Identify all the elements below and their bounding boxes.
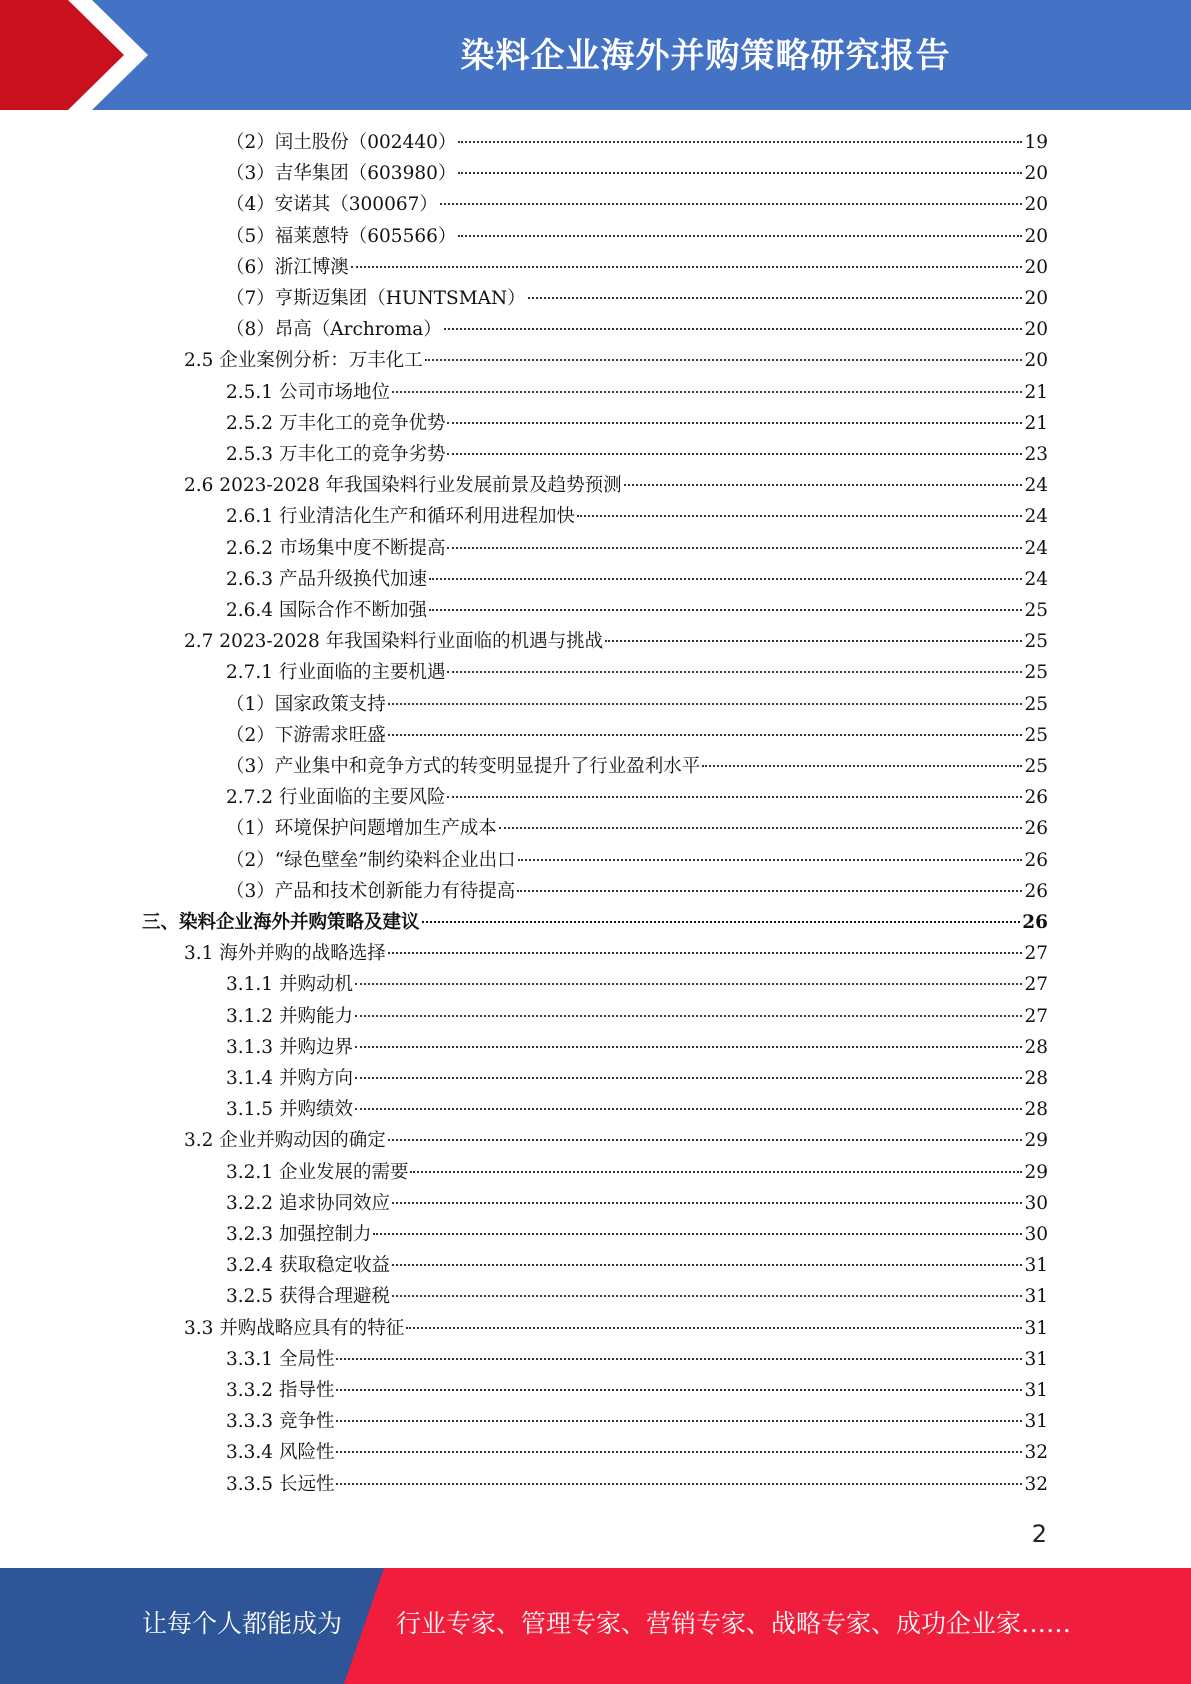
toc-leader-dots <box>351 265 1023 268</box>
toc-entry-page: 25 <box>1024 756 1048 777</box>
toc-entry-title: 2.7.2 行业面临的主要风险 <box>226 787 446 809</box>
toc-entry[interactable] <box>226 1281 1048 1312</box>
toc-leader-dots <box>499 826 1023 829</box>
toc-entry[interactable] <box>226 1094 1048 1125</box>
toc-entry[interactable] <box>226 127 1048 158</box>
toc-entry-title: （2）“绿色壁垒”制约染料企业出口 <box>226 849 516 871</box>
toc-entry-page: 20 <box>1024 225 1048 247</box>
toc-entry-title: 3.3 并购战略应具有的特征 <box>184 1317 405 1339</box>
toc-leader-dots <box>517 889 1022 892</box>
toc-entry-page: 23 <box>1024 444 1048 465</box>
toc-leader-dots <box>440 202 1023 205</box>
toc-entry-title: 3.1.4 并购方向 <box>226 1068 353 1089</box>
toc-entry-title: 3.3.5 长远性 <box>226 1473 335 1495</box>
toc-leader-dots <box>355 1076 1023 1079</box>
toc-entry[interactable] <box>226 501 1048 532</box>
toc-entry-title: 2.6.4 国际合作不断加强 <box>226 600 427 621</box>
toc-entry-title: 3.1.1 并购动机 <box>226 974 353 996</box>
toc-entry-page: 31 <box>1024 1255 1048 1277</box>
footer-slogan-left: 让每个人都能成为 <box>142 1609 343 1638</box>
toc-entry-page: 30 <box>1024 1192 1048 1214</box>
toc-entry-title: （6）浙江博澳 <box>226 256 349 278</box>
toc-entry-page: 26 <box>1024 849 1048 871</box>
toc-leader-dots <box>458 234 1022 237</box>
toc-entry[interactable] <box>226 1219 1048 1250</box>
toc-leader-dots <box>355 1045 1023 1048</box>
toc-entry[interactable] <box>226 221 1048 252</box>
toc-entry[interactable] <box>226 408 1048 439</box>
toc-entry[interactable] <box>184 1125 1048 1156</box>
toc-leader-dots <box>447 452 1022 455</box>
toc-leader-dots <box>392 1201 1022 1204</box>
toc-entry-page: 24 <box>1024 506 1048 528</box>
toc-entry-page: 25 <box>1024 631 1048 653</box>
toc-leader-dots <box>406 1326 1022 1329</box>
toc-leader-dots <box>429 577 1022 580</box>
toc-entry-page: 20 <box>1024 350 1048 372</box>
toc-entry-title: 3.2.2 追求协同效应 <box>226 1192 390 1214</box>
toc-entry-title: （3）产业集中和竞争方式的转变明显提升了行业盈利水平 <box>226 756 701 777</box>
toc-leader-dots <box>458 140 1022 143</box>
page-number: 2 <box>1031 1520 1047 1548</box>
toc-entry-page: 25 <box>1024 600 1048 621</box>
toc-leader-dots <box>444 327 1023 330</box>
toc-entry-page: 27 <box>1024 974 1048 996</box>
toc-entry[interactable] <box>226 1001 1048 1032</box>
page-header <box>0 0 1191 110</box>
toc-leader-dots <box>336 1482 1022 1485</box>
toc-entry[interactable] <box>226 845 1048 876</box>
toc-entry[interactable] <box>184 345 1048 376</box>
toc-entry[interactable] <box>226 689 1048 720</box>
toc-entry-title: 3.2.5 获得合理避税 <box>226 1286 390 1308</box>
toc-entry-page: 31 <box>1024 1380 1048 1401</box>
toc-entry-page: 21 <box>1024 381 1048 403</box>
toc-entry-page: 24 <box>1024 475 1048 497</box>
toc-entry[interactable] <box>226 377 1048 408</box>
toc-entry-page: 19 <box>1024 132 1048 153</box>
toc-entry-page: 31 <box>1024 1317 1048 1339</box>
toc-entry-title: （4）安诺其（300067） <box>226 194 438 216</box>
toc-entry-page: 27 <box>1024 1005 1048 1027</box>
toc-leader-dots <box>388 1138 1023 1141</box>
toc-entry-title: （3）产品和技术创新能力有待提高 <box>226 880 516 902</box>
page-footer <box>0 1568 1191 1684</box>
toc-entry-page: 25 <box>1024 724 1048 746</box>
toc-entry-page: 20 <box>1024 256 1048 278</box>
footer-slogan-right: 行业专家、管理专家、营销专家、战略专家、成功企业家…… <box>396 1609 1072 1638</box>
toc-entry[interactable] <box>184 470 1048 501</box>
toc-entry-page: 31 <box>1024 1286 1048 1308</box>
toc-entry[interactable] <box>226 283 1048 314</box>
toc-entry[interactable] <box>226 720 1048 751</box>
toc-entry-title: 2.5 企业案例分析：万丰化工 <box>184 350 423 372</box>
toc-entry-page: 32 <box>1024 1442 1048 1464</box>
toc-leader-dots <box>577 514 1022 517</box>
toc-entry-title: 三、染料企业海外并购策略及建议 <box>142 912 420 933</box>
toc-entry-title: 2.5.2 万丰化工的竞争优势 <box>226 412 446 434</box>
toc-entry[interactable] <box>226 1344 1048 1375</box>
toc-entry-title: 3.3.2 指导性 <box>226 1380 335 1401</box>
toc-entry-page: 26 <box>1024 818 1048 840</box>
toc-entry-page: 28 <box>1024 1036 1048 1058</box>
toc-entry-title: （8）昂高（Archroma） <box>226 319 442 341</box>
toc-entry-title: （1）环境保护问题增加生产成本 <box>226 818 497 840</box>
toc-entry-page: 28 <box>1024 1068 1048 1089</box>
toc-entry[interactable] <box>226 595 1048 626</box>
toc-leader-dots <box>605 639 1022 642</box>
toc-entry-page: 31 <box>1024 1411 1048 1433</box>
toc-leader-dots <box>388 733 1023 736</box>
toc-entry-page: 26 <box>1022 912 1048 933</box>
toc-entry-title: 2.7.1 行业面临的主要机遇 <box>226 662 446 684</box>
toc-entry[interactable] <box>226 969 1048 1000</box>
toc-entry-title: （3）吉华集团（603980） <box>226 163 457 185</box>
toc-entry-page: 20 <box>1024 194 1048 216</box>
toc-leader-dots <box>392 1263 1022 1266</box>
toc-leader-dots <box>410 1170 1022 1173</box>
toc-entry[interactable] <box>226 1406 1048 1437</box>
toc-leader-dots <box>624 483 1023 486</box>
toc-leader-dots <box>392 390 1022 393</box>
toc-entry[interactable] <box>226 439 1048 470</box>
toc-entry-title: 3.3.1 全局性 <box>226 1348 335 1370</box>
toc-entry-title: 3.1.3 并购边界 <box>226 1036 353 1058</box>
toc-entry[interactable] <box>226 813 1048 844</box>
toc-entry-page: 26 <box>1024 880 1048 902</box>
toc-entry-title: 2.5.3 万丰化工的竞争劣势 <box>226 444 446 465</box>
toc-entry-page: 26 <box>1024 787 1048 809</box>
toc-leader-dots <box>447 421 1022 424</box>
toc-entry-title: 3.2.3 加强控制力 <box>226 1224 372 1245</box>
toc-entry-title: （2）下游需求旺盛 <box>226 724 386 746</box>
toc-entry[interactable] <box>184 938 1048 969</box>
toc-leader-dots <box>336 1419 1022 1422</box>
toc-entry[interactable] <box>226 314 1048 345</box>
toc-entry[interactable] <box>226 876 1048 907</box>
toc-leader-dots <box>355 1107 1023 1110</box>
toc-entry-title: （1）国家政策支持 <box>226 693 386 715</box>
toc-entry-title: （5）福莱蒽特（605566） <box>226 225 457 247</box>
toc-entry-page: 20 <box>1024 288 1048 309</box>
toc-entry-page: 28 <box>1024 1099 1048 1121</box>
toc-entry[interactable] <box>226 189 1048 220</box>
toc-entry-page: 25 <box>1024 662 1048 684</box>
toc-entry-title: 3.1.5 并购绩效 <box>226 1099 353 1121</box>
toc-entry-title: 2.6.2 市场集中度不断提高 <box>226 537 446 559</box>
toc-entry-page: 24 <box>1024 537 1048 559</box>
toc-entry-title: 3.3.4 风险性 <box>226 1442 335 1464</box>
toc-leader-dots <box>336 1357 1022 1360</box>
toc-entry-page: 21 <box>1024 412 1048 434</box>
toc-leader-dots <box>388 951 1023 954</box>
toc-entry[interactable] <box>142 907 1048 938</box>
toc-entry[interactable] <box>226 782 1048 813</box>
toc-entry[interactable] <box>226 1469 1048 1500</box>
toc-entry-title: 2.6.3 产品升级换代加速 <box>226 568 427 590</box>
toc-entry-title: 3.1 海外并购的战略选择 <box>184 943 386 965</box>
toc-entry[interactable] <box>226 1063 1048 1094</box>
toc-leader-dots <box>447 670 1022 673</box>
report-title: 染料企业海外并购策略研究报告 <box>460 36 951 76</box>
toc-leader-dots <box>702 764 1022 767</box>
toc-leader-dots <box>447 546 1022 549</box>
toc-leader-dots <box>392 1294 1022 1297</box>
toc-entry[interactable] <box>226 1032 1048 1063</box>
toc-leader-dots <box>388 702 1023 705</box>
toc-leader-dots <box>447 795 1022 798</box>
toc-entry-title: （2）闰土股份（002440） <box>226 132 457 153</box>
toc-entry-page: 25 <box>1024 693 1048 715</box>
toc-entry-page: 29 <box>1024 1161 1048 1183</box>
toc-entry-title: 3.2.4 获取稳定收益 <box>226 1255 390 1277</box>
toc-entry-title: 3.1.2 并购能力 <box>226 1005 353 1027</box>
toc-entry[interactable] <box>226 252 1048 283</box>
toc-entry-page: 20 <box>1024 319 1048 341</box>
toc-entry[interactable] <box>226 1250 1048 1281</box>
toc-leader-dots <box>458 171 1022 174</box>
toc-entry[interactable] <box>226 1375 1048 1406</box>
toc-entry-page: 32 <box>1024 1473 1048 1495</box>
toc-leader-dots <box>336 1450 1022 1453</box>
toc-entry[interactable] <box>184 1313 1048 1344</box>
toc-entry-title: 3.3.3 竞争性 <box>226 1411 335 1433</box>
toc-entry-title: 2.7 2023-2028 年我国染料行业面临的机遇与挑战 <box>184 631 604 653</box>
toc-entry-title: 3.2.1 企业发展的需要 <box>226 1161 409 1183</box>
toc-entry-title: 2.6.1 行业清洁化生产和循环利用进程加快 <box>226 506 575 528</box>
toc-leader-dots <box>422 920 1021 923</box>
toc-entry[interactable] <box>226 1188 1048 1219</box>
toc-entry[interactable] <box>184 626 1048 657</box>
toc-entry-page: 29 <box>1024 1130 1048 1152</box>
toc-entry-title: 2.5.1 公司市场地位 <box>226 381 390 403</box>
toc-entry-page: 30 <box>1024 1224 1048 1245</box>
toc-entry[interactable] <box>226 533 1048 564</box>
toc-entry[interactable] <box>226 564 1048 595</box>
toc-entry-title: 3.2 企业并购动因的确定 <box>184 1130 386 1152</box>
toc-entry-title: （7）亨斯迈集团（HUNTSMAN） <box>226 288 526 309</box>
toc-entry[interactable] <box>226 1157 1048 1188</box>
toc-entry-page: 27 <box>1024 943 1048 965</box>
toc-leader-dots <box>355 982 1023 985</box>
toc-entry-page: 24 <box>1024 568 1048 590</box>
toc-leader-dots <box>425 358 1023 361</box>
toc-leader-dots <box>528 296 1023 299</box>
toc-entry-page: 31 <box>1024 1348 1048 1370</box>
toc-leader-dots <box>336 1388 1022 1391</box>
toc-entry-page: 20 <box>1024 163 1048 185</box>
toc-leader-dots <box>429 608 1022 611</box>
toc-entry[interactable] <box>226 751 1048 782</box>
toc-leader-dots <box>355 1014 1023 1017</box>
toc-entry[interactable] <box>226 1437 1048 1468</box>
toc-entry-title: 2.6 2023-2028 年我国染料行业发展前景及趋势预测 <box>184 475 622 497</box>
toc-leader-dots <box>373 1232 1022 1235</box>
toc-entry[interactable] <box>226 158 1048 189</box>
toc-entry[interactable] <box>226 657 1048 688</box>
toc-leader-dots <box>518 858 1023 861</box>
